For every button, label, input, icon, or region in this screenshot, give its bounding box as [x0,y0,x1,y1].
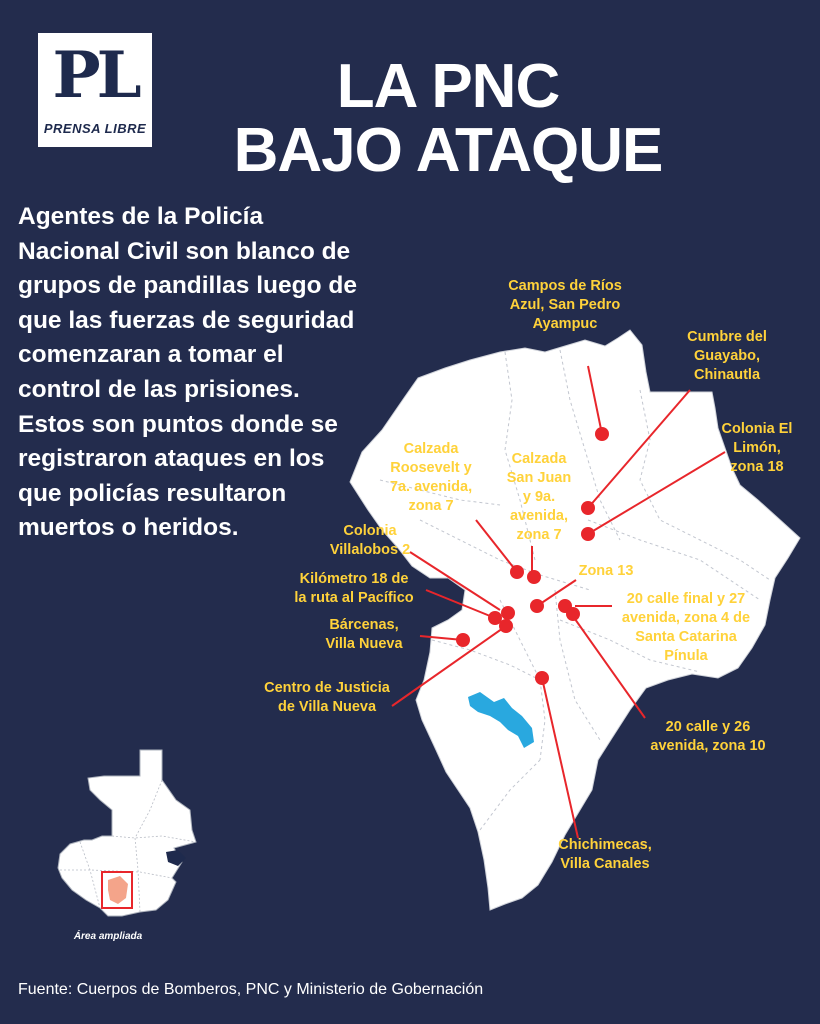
prensa-libre-logo [38,33,152,147]
logo-wordmark: PRENSA LIBRE [43,121,147,136]
marker-zona-13 [530,599,544,613]
marker-chichimecas [535,671,549,685]
label-zona-13: Zona 13 [578,563,634,579]
label-colonia-el-limon: Colonia El Limón, zona 18 [721,421,793,475]
label-calzada-san-juan: Calzada San Juan y 9a. avenida, zona 7 [506,451,572,543]
marker-barcenas [456,633,470,647]
label-20-calle-26: 20 calle y 26 avenida, zona 10 [650,719,766,754]
logo-mark: PL [52,38,138,113]
label-centro-justicia: Centro de Justicia de Villa Nueva [264,680,390,715]
label-campos-rios-azul: Campos de Ríos Azul, San Pedro Ayampuc [508,278,622,332]
marker-centro-justicia [499,619,513,633]
guatemala-outline [58,750,196,916]
label-chichimecas: Chichimecas, Villa Canales [558,837,652,872]
source-note: Fuente: Cuerpos de Bomberos, PNC y Ministerio de Gobernación [18,981,484,998]
label-colonia-villalobos: Colonia Villalobos 2 [329,523,411,558]
label-20-calle-final: 20 calle final y 27 avenida, zona 4 de Santa Catarina Pínula [621,591,751,664]
marker-calzada-san-juan [527,570,541,584]
marker-campos-rios-azul [595,427,609,441]
inset-map [58,750,196,916]
label-calzada-roosevelt: Calzada Roosevelt y 7a. avenida, zona 7 [389,441,473,514]
title-line-1: LA PNC [336,52,560,121]
label-barcenas: Bárcenas, Villa Nueva [325,617,403,652]
page-title [208,52,688,185]
marker-colonia-villalobos [501,606,515,620]
intro-paragraph: Agentes de la Policía Nacional Civil son blanco de grupos de pandillas luego de que las fuerzas de seguridad comenzaran a tomar el control de las prisiones. Estos son puntos donde se registraron ataques en los que policías resultaron muertos o heridos. [18,203,357,542]
marker-20-calle-26 [566,607,580,621]
label-cumbre-guayabo: Cumbre del Guayabo, Chinautla [687,329,767,383]
label-kilometro-18: Kilómetro 18 de la ruta al Pacífico [294,571,414,606]
inset-caption: Área ampliada [73,931,143,942]
marker-calzada-roosevelt [510,565,524,579]
title-line-2: BAJO ATAQUE [233,116,663,185]
